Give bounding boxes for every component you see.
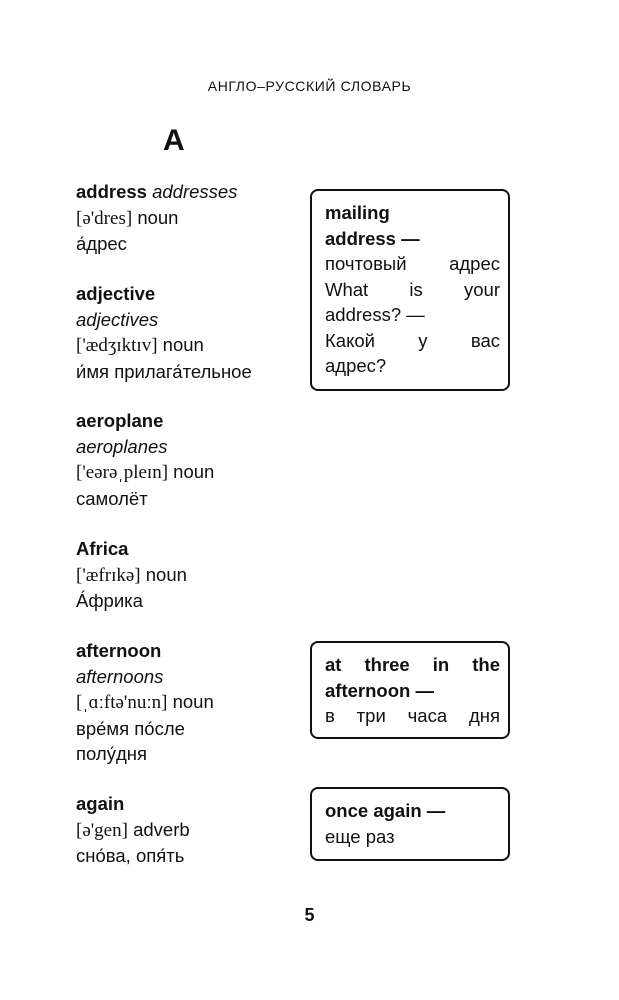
plural-form: adjectives <box>76 308 159 330</box>
example-line: afternoon — <box>325 679 434 701</box>
transcription-line <box>76 562 296 589</box>
transcription: [ˌɑːftə'nuːn] <box>76 692 168 713</box>
page-number: 5 <box>304 905 315 925</box>
headword: address <box>76 181 147 202</box>
transcription-line <box>76 817 296 844</box>
translation: самолёт <box>76 487 148 509</box>
part-of-speech: noun <box>172 691 214 712</box>
example-line: at three in the <box>325 654 500 675</box>
transcription: [ə'gen] <box>76 819 128 841</box>
headword-line <box>76 179 296 205</box>
transcription: ['eərəˌpleɪn] <box>76 462 169 483</box>
example-box-again <box>310 787 510 861</box>
transcription: [ə'dres] <box>76 207 133 229</box>
part-of-speech: adverb <box>133 818 190 840</box>
dictionary-entry-aeroplane <box>76 408 296 511</box>
example-line: What is your <box>325 278 500 300</box>
example-line: в три часа дня <box>325 705 500 726</box>
transcription-line <box>76 332 296 359</box>
translation: сно́ва, опя́ть <box>76 845 185 866</box>
dictionary-entry-again <box>76 791 296 869</box>
plural-form: aeroplanes <box>76 435 168 457</box>
example-line: еще раз <box>325 825 395 847</box>
headword: afternoon <box>76 640 162 661</box>
dictionary-entry-address <box>76 179 296 257</box>
dictionary-entry-afternoon <box>76 638 296 767</box>
example-line: адрес? <box>325 355 387 376</box>
part-of-speech: noun <box>162 334 204 355</box>
example-box-address <box>310 189 510 391</box>
headword: Africa <box>76 538 129 559</box>
translation: и́мя прилага́тельное <box>76 360 252 382</box>
transcription-line <box>76 459 296 486</box>
headword: aeroplane <box>76 410 164 431</box>
example-line: почтовый адрес <box>325 253 500 274</box>
example-line: mailing <box>325 202 390 223</box>
example-line: address — <box>325 227 420 249</box>
headword: again <box>76 793 125 814</box>
example-line: once again — <box>325 800 446 821</box>
example-line: address? — <box>325 304 425 325</box>
translation-line-1: вре́мя по́сле <box>76 717 185 739</box>
dictionary-entry-africa <box>76 536 296 614</box>
example-line: Какой у вас <box>325 329 500 351</box>
running-title: АНГЛО–РУССКИЙ СЛОВАРЬ <box>207 78 412 94</box>
translation-line-2: полу́дня <box>76 743 147 764</box>
part-of-speech: noun <box>137 206 179 228</box>
dictionary-entry-adjective <box>76 281 296 384</box>
part-of-speech: noun <box>145 563 187 585</box>
part-of-speech: noun <box>173 461 215 482</box>
headword: adjective <box>76 283 156 304</box>
transcription: ['æfrɪkə] <box>76 564 141 586</box>
example-box-afternoon <box>310 641 510 739</box>
plural-form: addresses <box>152 181 238 202</box>
section-letter: A <box>163 124 185 157</box>
translation: А́фрика <box>76 590 143 611</box>
translation: а́дрес <box>76 233 127 254</box>
plural-form: afternoons <box>76 665 164 687</box>
transcription-line <box>76 689 296 716</box>
transcription-line <box>76 205 296 232</box>
transcription: ['ædʒɪktɪv] <box>76 335 158 356</box>
